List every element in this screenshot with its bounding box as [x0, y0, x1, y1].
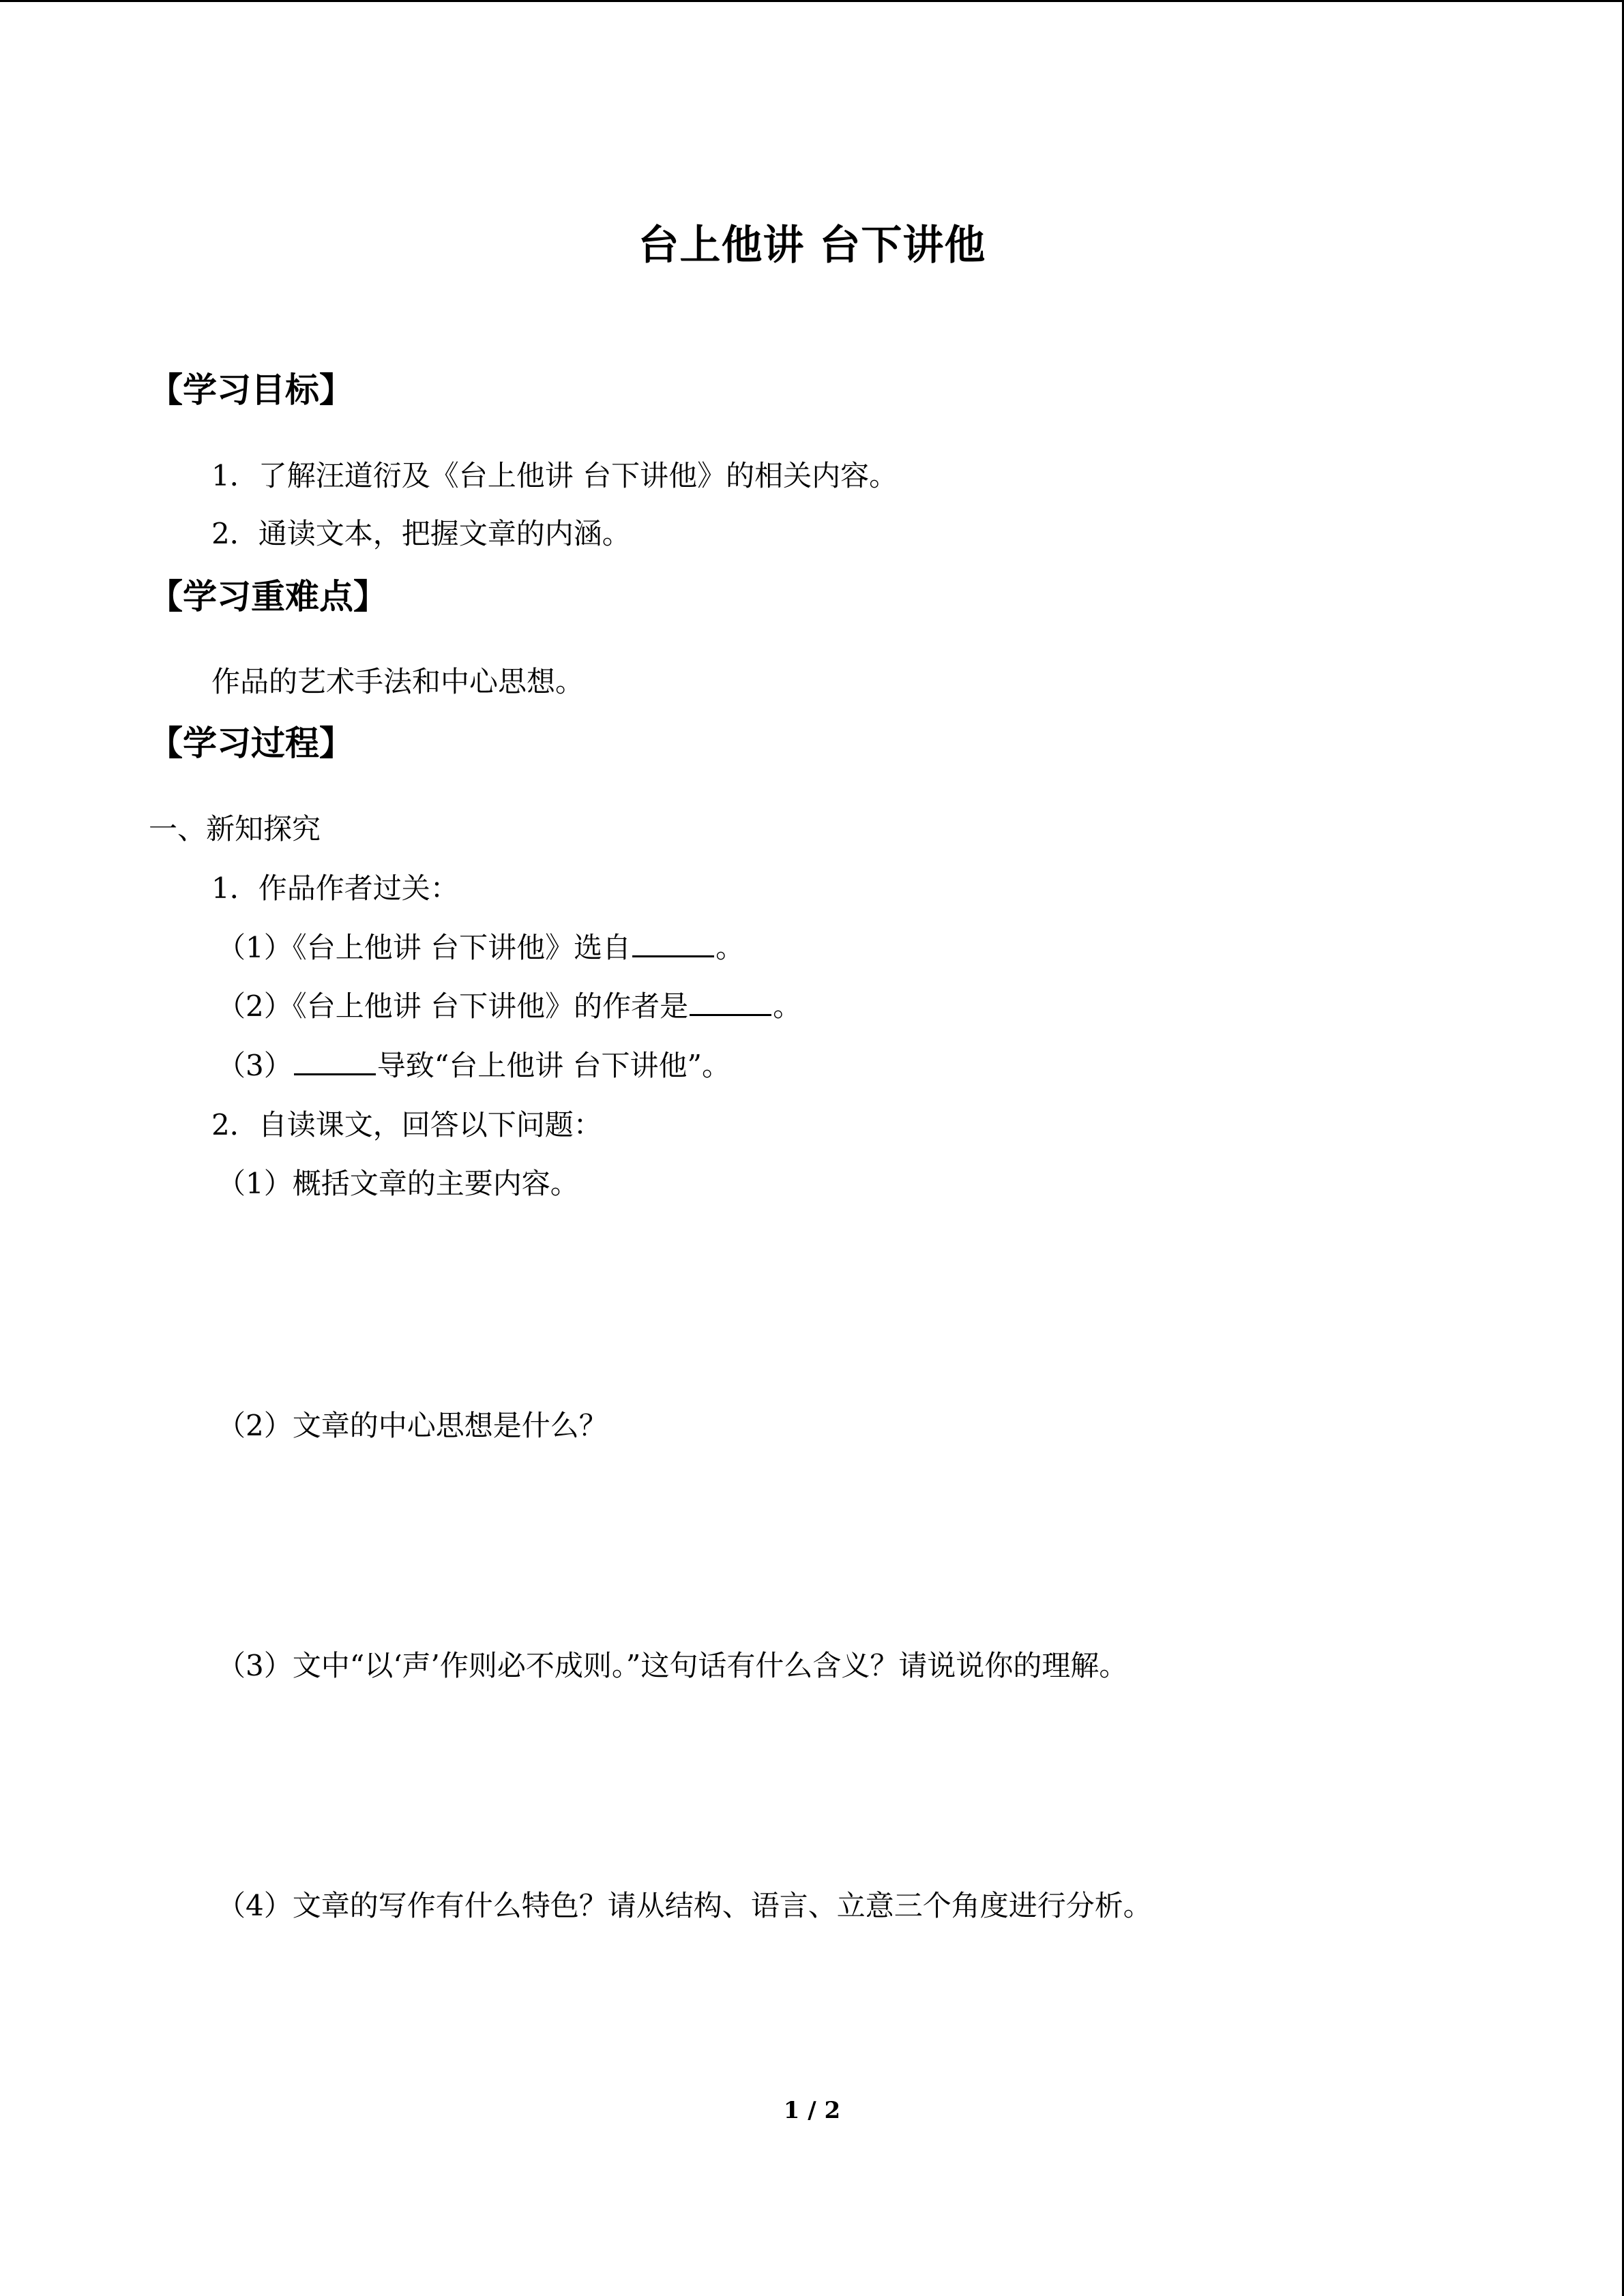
key-points-text: 作品的艺术手法和中心思想。: [211, 665, 585, 698]
question-1-label: 1．作品作者过关：: [211, 871, 459, 905]
heading-process: 【学习过程】: [149, 724, 353, 763]
heading-key-points: 【学习重难点】: [149, 577, 387, 616]
document-title: 台上他讲 台下讲他: [638, 222, 986, 269]
question-1-sub-3-end: 导致“台上他讲 台下讲他”。: [377, 1049, 731, 1082]
answer-blank[interactable]: [690, 989, 771, 1016]
question-2-sub-3: （3）文中“以‘声’作则必不成则。”这句话有什么含义？请说说你的理解。: [217, 1649, 1128, 1682]
question-2-sub-4: （4）文章的写作有什么特色？请从结构、语言、立意三个角度进行分析。: [217, 1889, 1152, 1922]
page-border-top: [0, 0, 1624, 2]
answer-blank[interactable]: [632, 931, 714, 957]
objective-item-1: 1．了解汪道衍及《台上他讲 台下讲他》的相关内容。: [211, 459, 898, 492]
question-1-sub-2: [217, 984, 801, 1025]
question-1-sub-1: [217, 925, 744, 966]
question-2-sub-2: （2）文章的中心思想是什么？: [217, 1409, 608, 1442]
objective-item-2: 2．通读文本，把握文章的内涵。: [211, 517, 631, 550]
question-1-sub-3-text: （3）: [217, 1049, 293, 1082]
part-heading-new-knowledge: 一、新知探究: [149, 812, 321, 846]
question-1-sub-3: [217, 1043, 730, 1084]
question-1-sub-1-text: （1）《台上他讲 台下讲他》选自: [217, 931, 632, 964]
question-1-sub-2-text: （2）《台上他讲 台下讲他》的作者是: [217, 989, 689, 1023]
question-1-sub-2-end: 。: [773, 989, 802, 1023]
question-2-sub-1: （1）概括文章的主要内容。: [217, 1167, 579, 1200]
answer-blank[interactable]: [294, 1049, 376, 1075]
question-1-sub-1-end: 。: [715, 931, 745, 964]
page-number: 1 / 2: [783, 2097, 841, 2124]
heading-objectives: 【学习目标】: [149, 370, 353, 410]
question-2-label: 2．自读课文，回答以下问题：: [211, 1108, 602, 1142]
